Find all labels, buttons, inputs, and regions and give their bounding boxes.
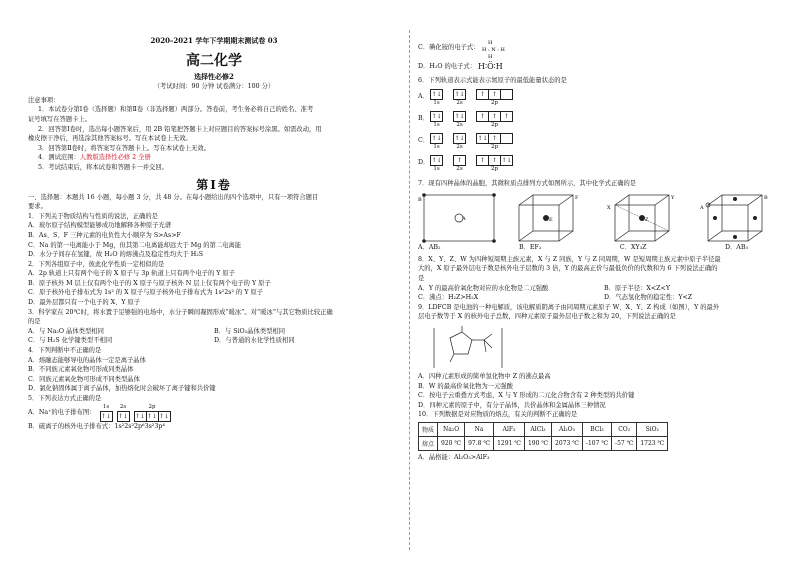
orbital-label: 2s [456, 165, 463, 172]
orbital-group [453, 155, 466, 173]
section-title: 第Ⅰ卷 [196, 177, 232, 192]
svg-text:F: F [575, 195, 579, 202]
note-line: 2．回答第Ⅰ卷时，选出每小题答案后，用 2B 铅笔把答题卡上对应题目的答案标号涂黑。如需改动，用 [38, 125, 322, 133]
anion-structure-diagram [428, 324, 508, 372]
orbital-group [453, 111, 466, 129]
question-8-stem: 8．X、Y、Z、W 为四种短周期主族元素，X 与 Z 同族，Y 与 Z 同周期，W 是短周期主族元素中原子半径最 [418, 255, 721, 263]
orbital-box: ↑↓ [431, 156, 442, 164]
crystal-cell-a [418, 191, 498, 243]
orbital-group [430, 89, 443, 107]
note-line: 3．回答第Ⅱ卷时，将答案写在答题卡上。写在本试卷上无效。 [38, 144, 211, 152]
exam-title: 高二化学 [186, 52, 242, 69]
svg-text:Z: Z [644, 217, 649, 224]
orbital-box: ↑ [489, 111, 501, 122]
option: A．AB₂ [418, 244, 441, 252]
option-tag: B． [418, 114, 429, 122]
orbital-box [501, 133, 513, 144]
crystal-cell-b [511, 191, 591, 243]
column-divider [409, 30, 410, 550]
orbital-group [430, 155, 443, 173]
question-2-stem: 2．下列各组原子中，彼此化学性质一定相似的是 [28, 260, 165, 268]
table-cell: 2073 ℃ [552, 436, 583, 450]
orbital-group [476, 89, 513, 107]
orbital-group [430, 133, 443, 151]
question-5-stem: 5．下列表达方式正确的是 [28, 395, 102, 402]
question-3-stem: 3．科学家在 20℃时，将水置于足够强的电场中，水分子瞬间凝固形成“暖冰”。对“暖冰”与其它物质比较正确 [28, 308, 333, 316]
question-8-stem-cont: 大的，X 原子最外层电子数是核外电子层数的 3 倍，Y 的最高正价与最低负价的代数和为 6 下列说法正确的 [418, 265, 718, 273]
option-tag: C． [418, 136, 430, 144]
option: A．Y 的最高价氧化物对应的水化物是二元强酸 [418, 284, 549, 292]
note4-range: 人教版选择性必修 2 全册 [79, 154, 151, 162]
svg-text:E: E [549, 217, 553, 224]
option: D．水分子间存在氢键，故 H₂O 的熔沸点及稳定性均大于 H₂S [28, 251, 204, 259]
section-intro: 一、选择题：本题共 16 小题，每小题 3 分，共 48 分。在每小题给出的四个选项中，只有一项符合题目 [28, 193, 319, 201]
option: C．与 H₂S 化学键类型不相同 [28, 337, 113, 345]
question-8-stem-cont: 是 [418, 274, 425, 282]
table-cell: SiO₂ [637, 422, 668, 436]
orbital-box: ↑ [476, 89, 489, 100]
crystal-cell-c [605, 191, 685, 243]
left-column [28, 0, 400, 562]
q6-option-a [418, 89, 778, 111]
table-cell: 97.8 ℃ [465, 436, 494, 450]
orbital-box: ↑ [489, 89, 501, 100]
table-cell: 190 ℃ [524, 436, 551, 450]
orbital-box: ↑ [501, 111, 513, 122]
svg-text:B: B [418, 197, 422, 204]
orbital-label: 2p [490, 121, 499, 128]
table-cell: CO₂ [612, 422, 637, 436]
option: D．氯化钠固体属于离子晶体，加热熔化时会破坏了离子键和共价键 [28, 385, 216, 393]
question-9-stem: 9．LDFCB 是电池的一种电解质，该电解质阴离子由同周期元素原子 W、X、Y、Z 构成（如图），Y 的最外 [418, 303, 720, 311]
table-cell: Na₂O [438, 422, 465, 436]
orbital-label: 1s [102, 403, 110, 410]
option: B．EF₂ [518, 244, 542, 252]
orbital-box: ↑ [476, 155, 489, 166]
table-cell: 熔点 [419, 436, 438, 450]
option: A．2p 轨道上只有两个电子的 X 原子与 3p 轨道上只有两个电子的 Y 原子 [28, 270, 235, 278]
option: B．W 的最高价氧化物为一元强酸 [418, 382, 513, 390]
na-orbital-diagram: 1s ↑↓ 2s ↑↓ 2p ↑↓ ↑↓ ↑↓ [100, 403, 170, 420]
option-a-row [28, 404, 400, 422]
ammonium-iodide-formula [480, 36, 520, 60]
option: C．沸点：H₂Z>H₂X [418, 294, 479, 302]
table-cell: AlF₃ [494, 422, 525, 436]
option: C．同族元素氧化物可形成不同类型晶体 [28, 375, 140, 383]
table-cell: -107 ℃ [582, 436, 611, 450]
option: D．AB₃ [724, 244, 748, 252]
table-cell: -57 ℃ [612, 436, 637, 450]
option: A．熔融态能够导电的晶体一定是离子晶体 [28, 356, 146, 364]
orbital-label: 2s [456, 99, 463, 106]
option-tag: A． [418, 92, 429, 100]
option: A．四种元素形成的简单氢化物中 Z 的沸点最高 [418, 372, 551, 380]
crystal-cell-d [698, 191, 778, 243]
svg-text:A: A [699, 205, 704, 212]
orbital-label: 2s [119, 403, 127, 410]
option: B．As、S、F 三种元素的电负性大小顺序为 S>As>F [28, 231, 181, 239]
note-line: 1．本试卷分第Ⅰ卷（选择题）和第Ⅱ卷（非选择题）两部分。答卷前，考生务必将自己的姓名、准考 [38, 106, 314, 114]
question-6-stem: 6．下列轨道表示式能表示氮原子的最低能量状态的是 [418, 77, 567, 84]
exam-header: 2020–2021 学年下学期期末测试卷 03 [150, 36, 278, 45]
option: D．四种元素的原子中，有分子晶体，共价晶体和金属晶体三种情况 [418, 401, 606, 409]
orbital-label: 1s [433, 165, 440, 172]
svg-text:B: B [763, 195, 768, 202]
svg-text:H : N : H: H : N : H [481, 47, 505, 53]
melting-point-table [418, 422, 668, 451]
orbital-box: ↑ [489, 133, 501, 144]
table-cell: 920 ℃ [438, 436, 465, 450]
q5-option-c [418, 36, 778, 60]
table-cell: 1723 ℃ [637, 436, 668, 450]
table-row [419, 436, 668, 450]
svg-text:Y: Y [670, 195, 674, 202]
option: D．气态氢化物的稳定性：Y<Z [604, 294, 693, 302]
q6-option-b [418, 111, 778, 133]
option: C．按电子云重叠方式考虑，X 与 Y 形成的二元化合物含有 2 种类型的共价键 [418, 392, 635, 400]
right-column [418, 0, 778, 562]
orbital-label: 2p [148, 403, 156, 410]
orbital-group [476, 133, 513, 151]
orbital-box: ↑ [489, 155, 501, 166]
orbital-box: ↑↓ [454, 90, 465, 98]
option: C．XY₃Z [619, 244, 647, 252]
option: D．与普通的水化学性质相同 [214, 337, 295, 345]
orbital-box: ↑↓ [431, 112, 442, 120]
orbital-label: 1s [433, 143, 440, 150]
option: C．Na 的第一电离能小于 Mg，但其第二电离能却远大于 Mg 的第二电离能 [28, 241, 242, 249]
orbital-label: 1s [433, 121, 440, 128]
option: A．Na⁺的电子排布图： [28, 408, 96, 416]
table-header-row [419, 422, 668, 436]
svg-text:H: H [487, 40, 492, 46]
table-cell: Al₂O₃ [552, 422, 583, 436]
option-row [418, 293, 778, 303]
question-3-stem-cont: 的是 [28, 318, 41, 326]
option: B．原子核外 M 层上仅有两个电子的 X 原子与原子核外 N 层上仅有两个电子的 Y 原子 [28, 279, 271, 287]
orbital-label: 2p [490, 143, 499, 150]
note-line: 证号填写在答题卡上。 [28, 115, 91, 123]
option-tag: D． [418, 158, 430, 166]
option: D．最外层都只有一个电子的 X、Y 原子 [28, 299, 141, 307]
q6-option-d [418, 155, 778, 177]
table-cell: BCl₃ [582, 422, 611, 436]
svg-text:A: A [462, 216, 466, 223]
question-7-stem: 7．现有四种晶体的晶胞，其微粒质点排列方式如图所示，其中化学式正确的是 [418, 179, 637, 187]
q6-options [418, 89, 778, 177]
orbital-box: ↑ [453, 155, 466, 166]
orbital-label: 2s [456, 143, 463, 150]
crystal-cells [418, 191, 778, 243]
option: A．晶格能：Al₂O₃>AlF₃ [418, 453, 490, 461]
table-cell: Na [465, 422, 494, 436]
note-line: 橡皮擦干净后，再选涂其他答案标号。写在本试卷上无效。 [28, 135, 192, 143]
exam-subtitle: 选择性必修2 [194, 71, 234, 81]
q5-option-d [418, 60, 778, 74]
option: B．与 SiO₂晶体类型相同 [214, 327, 286, 335]
question-4-stem: 4．下列判断中不正确的是 [28, 347, 102, 355]
orbital-group [453, 89, 466, 107]
option: C．原子核外电子排布式为 1s² 的 X 原子与原子核外电子排布式为 1s²2s² 的 Y 原子 [28, 289, 264, 297]
option: D．H₂O 的电子式： [418, 63, 477, 71]
notes-title: 注意事项： [28, 96, 60, 104]
orbital-group [453, 133, 466, 151]
option: B．原子半径：X<Z<Y [604, 284, 670, 292]
orbital-box: ↑↓ [454, 134, 465, 142]
question-1-stem: 1．下列关于物质结构与性质的说法，正确的是 [28, 212, 158, 220]
note4-prefix: 4．测试范围： [38, 154, 80, 162]
svg-text:X: X [606, 205, 611, 212]
orbital-box: ↑ [476, 111, 489, 122]
orbital-box: ↑↓ [431, 134, 442, 142]
question-9-stem-cont: 层电子数等于 X 的核外电子总数，四种元素原子最外层电子数之和为 20，下列说法正确的是 [418, 313, 676, 321]
orbital-group [430, 111, 443, 129]
table-cell: 1291 ℃ [494, 436, 525, 450]
orbital-label: 1s [433, 99, 440, 106]
orbital-box: ↑↓ [501, 156, 512, 164]
option: A．玻尔原子结构模型能够成功地解释各种原子光谱 [28, 222, 172, 230]
orbital-box: ↑↓ [477, 134, 488, 142]
option: B．不同族元素氧化物可形成同类晶体 [28, 366, 134, 374]
section-intro: 要求。 [28, 203, 47, 211]
option-row [28, 327, 400, 337]
exam-info: （考试时间：90 分钟 试卷满分：100 分） [153, 83, 275, 91]
table-cell: AlCl₃ [524, 422, 551, 436]
orbital-box [501, 89, 513, 100]
option: A．与 Na₂O 晶体类型相同 [28, 327, 104, 335]
orbital-label: 2p [490, 165, 499, 172]
question-10-stem: 10．下列数据是对应物质的熔点，有关的判断不正确的是 [418, 411, 578, 419]
orbital-group [476, 111, 513, 129]
note-line-range [28, 153, 400, 163]
option-row [28, 336, 400, 346]
q7-options [418, 243, 748, 253]
table-cell: 物质 [419, 422, 438, 436]
h2o-formula: H∶Ö∶H [478, 62, 503, 72]
orbital-label: 2s [456, 121, 463, 128]
option-row [418, 284, 778, 294]
q6-option-c [418, 133, 778, 155]
svg-text:H: H [487, 54, 492, 60]
option: B．硫离子的核外电子排布式：1s²2s²2p⁶3s²3p⁴ [28, 422, 165, 430]
orbital-label: 2p [490, 99, 499, 106]
note-line: 5．考试结束后，将本试卷和答题卡一并交回。 [38, 163, 168, 171]
option: C．碘化铵的电子式： [418, 44, 480, 52]
orbital-box: ↑↓ [431, 90, 442, 98]
orbital-box: ↑↓ [454, 112, 465, 120]
orbital-group [476, 155, 513, 173]
